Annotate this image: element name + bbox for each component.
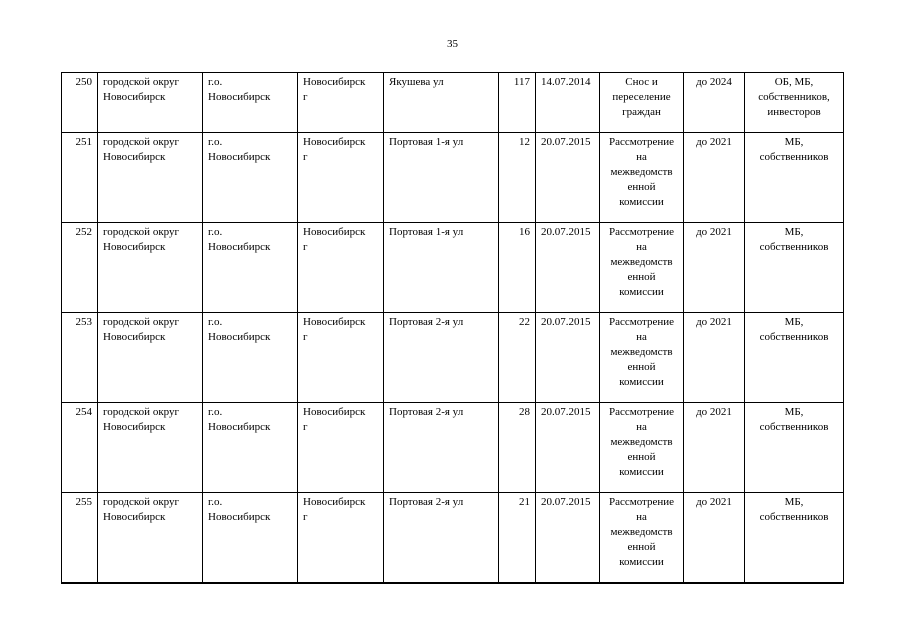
- settlement-line: Новосибирск: [303, 226, 366, 238]
- deadline-text: до 2021: [696, 316, 732, 328]
- row-number-text: 253: [75, 316, 92, 328]
- municipality-cell: [98, 133, 203, 223]
- settlement-line: г: [303, 331, 308, 343]
- row-number-cell: [62, 493, 98, 584]
- funding-source-line: МБ,: [784, 316, 804, 328]
- settlement-line: Новосибирск: [303, 406, 366, 418]
- house-number-text: 28: [519, 406, 530, 418]
- municipality-line: городской округ: [103, 406, 180, 418]
- district-cell: [203, 133, 298, 223]
- settlement-cell: [298, 493, 384, 584]
- settlement-cell: [298, 223, 384, 313]
- date-text: 14.07.2014: [541, 76, 591, 88]
- municipality-line: городской округ: [103, 316, 180, 328]
- district-line: Новосибирск: [208, 511, 271, 523]
- house-number-cell: [499, 313, 536, 403]
- date-text: 20.07.2015: [541, 316, 591, 328]
- table-row: [62, 73, 844, 133]
- district-cell: [203, 493, 298, 584]
- funding-source-line: собственников: [759, 241, 829, 253]
- funding-source-line: МБ,: [784, 226, 804, 238]
- street-text: Портовая 1-я ул: [389, 226, 464, 238]
- house-number-cell: [499, 73, 536, 133]
- district-line: г.о.: [208, 76, 223, 88]
- action-line: на: [636, 331, 647, 343]
- district-line: Новосибирск: [208, 331, 271, 343]
- row-number-text: 250: [75, 76, 92, 88]
- district-cell: [203, 73, 298, 133]
- municipality-line: Новосибирск: [103, 151, 166, 163]
- action-line: Рассмотрение: [608, 496, 675, 508]
- district-cell: [203, 313, 298, 403]
- deadline-cell: [684, 313, 745, 403]
- action-line: Рассмотрение: [608, 226, 675, 238]
- row-number-text: 255: [75, 496, 92, 508]
- municipality-line: Новосибирск: [103, 421, 166, 433]
- district-cell: [203, 223, 298, 313]
- action-line: комиссии: [619, 466, 664, 478]
- house-number-cell: [499, 403, 536, 493]
- district-line: Новосибирск: [208, 421, 271, 433]
- action-line: енной: [627, 541, 656, 553]
- action-line: комиссии: [619, 376, 664, 388]
- street-cell: [384, 133, 499, 223]
- municipality-cell: [98, 493, 203, 584]
- date-text: 20.07.2015: [541, 496, 591, 508]
- municipality-line: городской округ: [103, 496, 180, 508]
- settlement-line: Новосибирск: [303, 496, 366, 508]
- action-line: комиссии: [619, 196, 664, 208]
- action-line: Снос и: [625, 76, 658, 88]
- settlement-cell: [298, 73, 384, 133]
- settlement-cell: [298, 133, 384, 223]
- district-cell: [203, 403, 298, 493]
- street-text: Портовая 2-я ул: [389, 406, 464, 418]
- district-line: Новосибирск: [208, 91, 271, 103]
- action-cell: [600, 223, 684, 313]
- action-line: на: [636, 421, 647, 433]
- street-text: Якушева ул: [389, 76, 444, 88]
- page-number: 35: [447, 38, 458, 50]
- action-line: межведомств: [610, 166, 673, 178]
- settlement-line: г: [303, 151, 308, 163]
- date-cell: [536, 493, 600, 584]
- settlement-line: Новосибирск: [303, 136, 366, 148]
- settlement-cell: [298, 313, 384, 403]
- district-line: г.о.: [208, 406, 223, 418]
- action-line: на: [636, 511, 647, 523]
- settlement-line: г: [303, 241, 308, 253]
- funding-source-line: собственников: [759, 421, 829, 433]
- funding-source-line: МБ,: [784, 136, 804, 148]
- action-cell: [600, 493, 684, 584]
- district-line: г.о.: [208, 316, 223, 328]
- deadline-cell: [684, 223, 745, 313]
- action-line: граждан: [622, 106, 661, 118]
- funding-source-line: ОБ, МБ,: [774, 76, 814, 88]
- action-line: межведомств: [610, 436, 673, 448]
- district-line: г.о.: [208, 496, 223, 508]
- municipality-cell: [98, 313, 203, 403]
- funding-source-line: МБ,: [784, 496, 804, 508]
- funding-source-cell: [745, 73, 844, 133]
- action-line: переселение: [612, 91, 671, 103]
- deadline-cell: [684, 403, 745, 493]
- municipality-line: Новосибирск: [103, 511, 166, 523]
- action-cell: [600, 403, 684, 493]
- action-line: межведомств: [610, 526, 673, 538]
- table-row: [62, 133, 844, 223]
- action-line: енной: [627, 451, 656, 463]
- municipality-line: Новосибирск: [103, 331, 166, 343]
- deadline-text: до 2021: [696, 406, 732, 418]
- date-cell: [536, 403, 600, 493]
- street-cell: [384, 73, 499, 133]
- funding-source-line: собственников: [759, 511, 829, 523]
- settlement-line: г: [303, 511, 308, 523]
- action-cell: [600, 73, 684, 133]
- row-number-cell: [62, 223, 98, 313]
- funding-source-cell: [745, 313, 844, 403]
- district-line: Новосибирск: [208, 241, 271, 253]
- funding-source-line: собственников,: [758, 91, 830, 103]
- date-text: 20.07.2015: [541, 406, 591, 418]
- deadline-cell: [684, 133, 745, 223]
- table-row: [62, 313, 844, 403]
- street-cell: [384, 313, 499, 403]
- row-number-text: 251: [75, 136, 92, 148]
- date-text: 20.07.2015: [541, 136, 591, 148]
- action-line: на: [636, 151, 647, 163]
- table-row: [62, 493, 844, 584]
- house-number-text: 12: [519, 136, 530, 148]
- house-number-cell: [499, 493, 536, 584]
- funding-source-cell: [745, 403, 844, 493]
- action-line: межведомств: [610, 346, 673, 358]
- municipality-cell: [98, 73, 203, 133]
- deadline-text: до 2021: [696, 226, 732, 238]
- action-line: енной: [627, 271, 656, 283]
- row-number-cell: [62, 73, 98, 133]
- action-line: на: [636, 241, 647, 253]
- municipality-line: городской округ: [103, 76, 180, 88]
- row-number-text: 254: [75, 406, 92, 418]
- funding-source-line: собственников: [759, 151, 829, 163]
- house-number-cell: [499, 133, 536, 223]
- house-number-text: 22: [519, 316, 530, 328]
- action-cell: [600, 313, 684, 403]
- street-cell: [384, 403, 499, 493]
- district-line: г.о.: [208, 136, 223, 148]
- row-number-text: 252: [75, 226, 92, 238]
- date-cell: [536, 313, 600, 403]
- housing-registry-table: [61, 72, 844, 584]
- municipality-line: Новосибирск: [103, 241, 166, 253]
- funding-source-line: инвесторов: [767, 106, 821, 118]
- action-cell: [600, 133, 684, 223]
- row-number-cell: [62, 313, 98, 403]
- house-number-text: 117: [513, 76, 530, 88]
- action-line: комиссии: [619, 286, 664, 298]
- row-number-cell: [62, 403, 98, 493]
- deadline-cell: [684, 73, 745, 133]
- action-line: енной: [627, 181, 656, 193]
- municipality-line: городской округ: [103, 136, 180, 148]
- municipality-line: городской округ: [103, 226, 180, 238]
- funding-source-cell: [745, 493, 844, 584]
- deadline-text: до 2021: [696, 496, 732, 508]
- street-cell: [384, 223, 499, 313]
- row-number-cell: [62, 133, 98, 223]
- municipality-cell: [98, 223, 203, 313]
- registry-body: [62, 73, 844, 584]
- municipality-cell: [98, 403, 203, 493]
- funding-source-line: МБ,: [784, 406, 804, 418]
- date-cell: [536, 223, 600, 313]
- settlement-line: г: [303, 421, 308, 433]
- house-number-text: 21: [519, 496, 530, 508]
- settlement-line: Новосибирск: [303, 76, 366, 88]
- action-line: енной: [627, 361, 656, 373]
- date-cell: [536, 133, 600, 223]
- deadline-text: до 2021: [696, 136, 732, 148]
- table-row: [62, 403, 844, 493]
- date-cell: [536, 73, 600, 133]
- settlement-line: Новосибирск: [303, 316, 366, 328]
- settlement-cell: [298, 403, 384, 493]
- district-line: г.о.: [208, 226, 223, 238]
- date-text: 20.07.2015: [541, 226, 591, 238]
- deadline-text: до 2024: [696, 76, 732, 88]
- settlement-line: г: [303, 91, 308, 103]
- district-line: Новосибирск: [208, 151, 271, 163]
- action-line: комиссии: [619, 556, 664, 568]
- action-line: межведомств: [610, 256, 673, 268]
- municipality-line: Новосибирск: [103, 91, 166, 103]
- street-text: Портовая 2-я ул: [389, 496, 464, 508]
- funding-source-line: собственников: [759, 331, 829, 343]
- funding-source-cell: [745, 133, 844, 223]
- action-line: Рассмотрение: [608, 406, 675, 418]
- action-line: Рассмотрение: [608, 316, 675, 328]
- street-cell: [384, 493, 499, 584]
- house-number-text: 16: [519, 226, 530, 238]
- street-text: Портовая 1-я ул: [389, 136, 464, 148]
- house-number-cell: [499, 223, 536, 313]
- action-line: Рассмотрение: [608, 136, 675, 148]
- deadline-cell: [684, 493, 745, 584]
- street-text: Портовая 2-я ул: [389, 316, 464, 328]
- funding-source-cell: [745, 223, 844, 313]
- table-row: [62, 223, 844, 313]
